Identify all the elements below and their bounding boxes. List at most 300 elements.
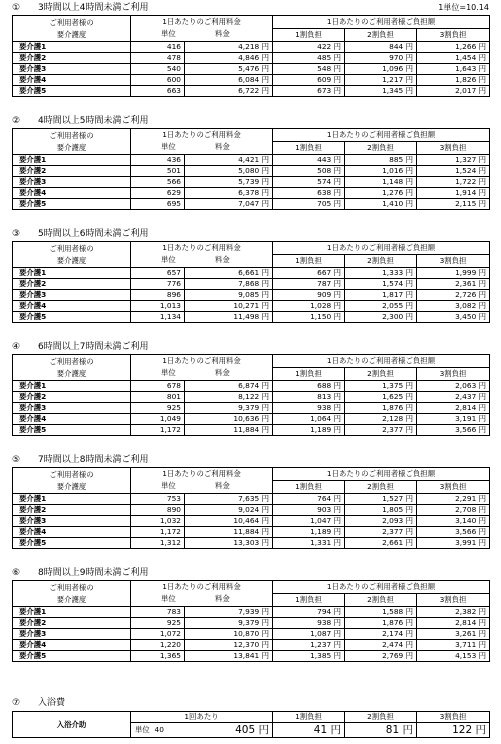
bath-fee-table (12, 711, 490, 738)
fee-table (12, 354, 490, 436)
care-level-header-line1: ご利用者様の (49, 357, 94, 366)
copay2-cell: 1,876 円 (345, 618, 417, 629)
fee-cell: 8,122 円 (185, 392, 273, 403)
fee-cell: 5,080 円 (185, 166, 273, 177)
copay3-cell: 2,814 円 (417, 618, 490, 629)
table-row (13, 640, 490, 651)
copay3-cell: 2,814 円 (417, 403, 490, 414)
unit-rate-note: 1単位=10.14 (438, 3, 489, 12)
copay3-cell: 2,382 円 (417, 607, 490, 618)
copay2-cell: 1,375 円 (345, 381, 417, 392)
copay1-cell: 422 円 (273, 42, 345, 53)
care-level: 要介護3 (13, 64, 131, 75)
table-row (13, 414, 490, 425)
care-level: 要介護1 (13, 607, 131, 618)
fee-cell: 9,024 円 (185, 505, 273, 516)
care-level-header-line2: 要介護度 (56, 143, 87, 152)
copay2-cell: 1,805 円 (345, 505, 417, 516)
fee-subheader-label: 料金 (215, 480, 230, 490)
copay2-cell: 970 円 (345, 53, 417, 64)
fee-cell: 10,271 円 (185, 301, 273, 312)
table-row (13, 279, 490, 290)
units-cell: 1,172 (131, 425, 185, 436)
unit-header: 単位 (161, 28, 176, 38)
copay2-header: 2割負担 (345, 29, 417, 42)
care-level-header-line2: 要介護度 (56, 369, 87, 378)
table-row (13, 538, 490, 549)
bath-per-time-header: 1回あたり (131, 712, 273, 723)
bath-label: 入浴介助 (13, 712, 131, 738)
copay1-header: 1割負担 (273, 481, 345, 494)
copay2-cell: 1,625 円 (345, 392, 417, 403)
copay1-cell: 1,237 円 (273, 640, 345, 651)
fee-cell: 5,476 円 (185, 64, 273, 75)
section-title-text: 4時間以上5時間未満ご利用 (38, 116, 149, 126)
fee-cell: 10,870 円 (185, 629, 273, 640)
care-level-header-line2: 要介護度 (56, 482, 87, 491)
table-row (13, 381, 490, 392)
fee-table (12, 128, 490, 210)
fee-subheader (131, 594, 273, 607)
table-row (13, 155, 490, 166)
fee-cell: 11,884 円 (185, 425, 273, 436)
care-level-header-line2: 要介護度 (56, 30, 87, 39)
copay2-cell: 2,474 円 (345, 640, 417, 651)
copay3-cell: 1,826 円 (417, 75, 490, 86)
copay3-cell: 2,361 円 (417, 279, 490, 290)
daily-fee-header: 1日あたりのご利用料金 (131, 16, 273, 29)
copay2-cell: 2,300 円 (345, 312, 417, 323)
fee-cell: 6,378 円 (185, 188, 273, 199)
copay3-cell: 1,914 円 (417, 188, 490, 199)
table-row (13, 64, 490, 75)
units-cell: 678 (131, 381, 185, 392)
bath-header-row (13, 712, 490, 723)
table-header-row (13, 129, 490, 142)
units-cell: 629 (131, 188, 185, 199)
copay3-cell: 2,063 円 (417, 381, 490, 392)
copay1-cell: 508 円 (273, 166, 345, 177)
copay1-header: 1割負担 (273, 255, 345, 268)
section-number: ④ (12, 342, 21, 352)
section-title-text: 8時間以上9時間未満ご利用 (38, 568, 149, 578)
fee-table (12, 580, 490, 662)
fee-cell: 4,218 円 (185, 42, 273, 53)
care-level: 要介護2 (13, 166, 131, 177)
table-row (13, 527, 490, 538)
copay1-cell: 574 円 (273, 177, 345, 188)
fee-cell: 6,874 円 (185, 381, 273, 392)
units-cell: 600 (131, 75, 185, 86)
table-row (13, 268, 490, 279)
units-cell: 416 (131, 42, 185, 53)
care-level: 要介護5 (13, 199, 131, 210)
copay1-header: 1割負担 (273, 142, 345, 155)
copay3-cell: 2,017 円 (417, 86, 490, 97)
table-header-row (13, 355, 490, 368)
copay1-cell: 909 円 (273, 290, 345, 301)
units-cell: 1,134 (131, 312, 185, 323)
copay3-cell: 2,115 円 (417, 199, 490, 210)
copay2-cell: 1,876 円 (345, 403, 417, 414)
units-cell: 695 (131, 199, 185, 210)
copay3-cell: 1,454 円 (417, 53, 490, 64)
copay2-cell: 1,217 円 (345, 75, 417, 86)
section-title (12, 228, 148, 240)
copay2-header: 2割負担 (345, 142, 417, 155)
fee-cell: 9,085 円 (185, 290, 273, 301)
copay1-cell: 764 円 (273, 494, 345, 505)
fee-cell: 12,370 円 (185, 640, 273, 651)
copay3-cell: 3,566 円 (417, 527, 490, 538)
bath-units (135, 723, 164, 737)
daily-fee-header: 1日あたりのご利用料金 (131, 581, 273, 594)
fee-subheader (131, 368, 273, 381)
care-level: 要介護1 (13, 381, 131, 392)
copay1-cell: 787 円 (273, 279, 345, 290)
bath-unit-value: 40 (154, 725, 164, 734)
fee-subheader-label: 料金 (215, 593, 230, 603)
fee-subheader-label: 料金 (215, 141, 230, 151)
units-cell: 540 (131, 64, 185, 75)
fee-subheader (131, 29, 273, 42)
unit-header: 単位 (161, 367, 176, 377)
care-level: 要介護1 (13, 268, 131, 279)
table-row (13, 166, 490, 177)
care-level: 要介護4 (13, 75, 131, 86)
fee-table (12, 241, 490, 323)
copay2-cell: 844 円 (345, 42, 417, 53)
care-level: 要介護2 (13, 505, 131, 516)
copay1-cell: 688 円 (273, 381, 345, 392)
table-row (13, 651, 490, 662)
section-title (12, 341, 148, 353)
copay1-cell: 443 円 (273, 155, 345, 166)
units-cell: 801 (131, 392, 185, 403)
copay1-cell: 1,385 円 (273, 651, 345, 662)
bath-copay3: 122 円 (417, 723, 490, 738)
fee-cell: 11,498 円 (185, 312, 273, 323)
copay3-cell: 3,140 円 (417, 516, 490, 527)
bath-copay2-header: 2割負担 (345, 712, 417, 723)
copay1-cell: 1,331 円 (273, 538, 345, 549)
units-cell: 436 (131, 155, 185, 166)
care-level-header-line1: ご利用者様の (49, 583, 94, 592)
fee-subheader-label: 料金 (215, 28, 230, 38)
section-number: ⑥ (12, 568, 21, 578)
care-level-header (13, 129, 131, 155)
units-cell: 657 (131, 268, 185, 279)
copay2-header: 2割負担 (345, 255, 417, 268)
copay3-cell: 3,711 円 (417, 640, 490, 651)
bath-section-title (12, 697, 65, 709)
copay1-cell: 609 円 (273, 75, 345, 86)
copay3-header: 3割負担 (417, 255, 490, 268)
care-level: 要介護5 (13, 651, 131, 662)
fee-cell: 9,379 円 (185, 618, 273, 629)
copay3-cell: 3,566 円 (417, 425, 490, 436)
copay2-cell: 2,661 円 (345, 538, 417, 549)
fee-cell: 6,084 円 (185, 75, 273, 86)
care-level-header (13, 16, 131, 42)
table-row (13, 290, 490, 301)
copay2-header: 2割負担 (345, 368, 417, 381)
unit-header: 単位 (161, 480, 176, 490)
copay2-cell: 1,333 円 (345, 268, 417, 279)
table-row (13, 199, 490, 210)
copay3-header: 3割負担 (417, 142, 490, 155)
fee-subheader (131, 255, 273, 268)
fee-cell: 5,739 円 (185, 177, 273, 188)
care-level: 要介護5 (13, 425, 131, 436)
table-row (13, 75, 490, 86)
copay3-cell: 1,327 円 (417, 155, 490, 166)
care-level: 要介護1 (13, 155, 131, 166)
copay1-cell: 638 円 (273, 188, 345, 199)
copay1-cell: 938 円 (273, 403, 345, 414)
section-title-text: 6時間以上7時間未満ご利用 (38, 342, 149, 352)
copay3-cell: 2,437 円 (417, 392, 490, 403)
care-level: 要介護3 (13, 177, 131, 188)
care-level-header-line2: 要介護度 (56, 595, 87, 604)
copay2-cell: 2,377 円 (345, 425, 417, 436)
care-level: 要介護4 (13, 414, 131, 425)
section-title-text: 7時間以上8時間未満ご利用 (38, 455, 149, 465)
copay3-header: 3割負担 (417, 481, 490, 494)
copay3-cell: 1,999 円 (417, 268, 490, 279)
copay3-cell: 1,643 円 (417, 64, 490, 75)
care-level-header-line1: ご利用者様の (49, 470, 94, 479)
care-level-header (13, 242, 131, 268)
care-level: 要介護5 (13, 538, 131, 549)
copay2-cell: 2,128 円 (345, 414, 417, 425)
table-row (13, 53, 490, 64)
copay3-cell: 3,450 円 (417, 312, 490, 323)
copay1-cell: 673 円 (273, 86, 345, 97)
care-level: 要介護3 (13, 290, 131, 301)
care-level: 要介護4 (13, 527, 131, 538)
table-row (13, 505, 490, 516)
care-level: 要介護1 (13, 42, 131, 53)
copay3-cell: 4,153 円 (417, 651, 490, 662)
care-level: 要介護2 (13, 53, 131, 64)
section-number: ⑦ (12, 698, 21, 708)
section-title (12, 454, 148, 466)
copay3-cell: 3,261 円 (417, 629, 490, 640)
table-row (13, 301, 490, 312)
copay2-cell: 2,769 円 (345, 651, 417, 662)
copay2-cell: 2,055 円 (345, 301, 417, 312)
care-level-header-line1: ご利用者様の (49, 131, 94, 140)
copay3-cell: 1,266 円 (417, 42, 490, 53)
copay1-header: 1割負担 (273, 368, 345, 381)
copay2-header: 2割負担 (345, 481, 417, 494)
care-level: 要介護1 (13, 494, 131, 505)
care-level: 要介護2 (13, 279, 131, 290)
section-title-text: 入浴費 (38, 698, 66, 708)
copay3-cell: 3,191 円 (417, 414, 490, 425)
copay3-cell: 3,082 円 (417, 301, 490, 312)
fee-subheader-label: 料金 (215, 367, 230, 377)
units-cell: 896 (131, 290, 185, 301)
section-title (12, 567, 148, 579)
units-cell: 925 (131, 403, 185, 414)
copay1-cell: 1,047 円 (273, 516, 345, 527)
copay2-cell: 1,574 円 (345, 279, 417, 290)
units-cell: 1,072 (131, 629, 185, 640)
fee-subheader (131, 481, 273, 494)
copay1-cell: 903 円 (273, 505, 345, 516)
fee-cell: 10,636 円 (185, 414, 273, 425)
units-cell: 663 (131, 86, 185, 97)
copay3-cell: 2,726 円 (417, 290, 490, 301)
table-header-row (13, 242, 490, 255)
copay1-cell: 938 円 (273, 618, 345, 629)
care-level-header-line1: ご利用者様の (49, 244, 94, 253)
copay3-cell: 2,291 円 (417, 494, 490, 505)
unit-header: 単位 (161, 254, 176, 264)
section-title (12, 115, 148, 127)
care-level: 要介護3 (13, 403, 131, 414)
bath-unit-label: 単位 (135, 725, 150, 734)
daily-fee-header: 1日あたりのご利用料金 (131, 468, 273, 481)
table-row (13, 312, 490, 323)
fee-cell: 7,047 円 (185, 199, 273, 210)
copay2-cell: 1,148 円 (345, 177, 417, 188)
section-title-text: 5時間以上6時間未満ご利用 (38, 229, 149, 239)
fee-subheader (131, 142, 273, 155)
fee-cell: 6,661 円 (185, 268, 273, 279)
units-cell: 776 (131, 279, 185, 290)
fee-cell: 4,846 円 (185, 53, 273, 64)
units-cell: 566 (131, 177, 185, 188)
table-header-row (13, 581, 490, 594)
copay3-header: 3割負担 (417, 29, 490, 42)
care-level: 要介護5 (13, 312, 131, 323)
section-title-text: 3時間以上4時間未満ご利用 (38, 3, 149, 13)
care-level: 要介護3 (13, 629, 131, 640)
bath-copay1: 41 円 (273, 723, 345, 738)
unit-header: 単位 (161, 141, 176, 151)
table-row (13, 177, 490, 188)
copay3-cell: 2,708 円 (417, 505, 490, 516)
copay1-cell: 1,087 円 (273, 629, 345, 640)
daily-fee-header: 1日あたりのご利用料金 (131, 242, 273, 255)
units-cell: 1,312 (131, 538, 185, 549)
copay2-cell: 2,174 円 (345, 629, 417, 640)
copay1-cell: 705 円 (273, 199, 345, 210)
copay2-cell: 2,093 円 (345, 516, 417, 527)
fee-cell: 13,841 円 (185, 651, 273, 662)
copay2-cell: 1,096 円 (345, 64, 417, 75)
copay1-cell: 813 円 (273, 392, 345, 403)
care-level-header (13, 468, 131, 494)
copay-header: 1日あたりのご利用者様ご負担額 (273, 355, 490, 368)
copay1-cell: 1,189 円 (273, 425, 345, 436)
fee-cell: 10,464 円 (185, 516, 273, 527)
fee-cell: 4,421 円 (185, 155, 273, 166)
bath-copay3-header: 3割負担 (417, 712, 490, 723)
fee-cell: 9,379 円 (185, 403, 273, 414)
fee-subheader-label: 料金 (215, 254, 230, 264)
fee-table (12, 15, 490, 97)
care-level-header (13, 581, 131, 607)
bath-copay1-header: 1割負担 (273, 712, 345, 723)
fee-cell: 7,635 円 (185, 494, 273, 505)
section-title (12, 2, 148, 14)
units-cell: 1,032 (131, 516, 185, 527)
copay2-cell: 2,377 円 (345, 527, 417, 538)
table-row (13, 188, 490, 199)
care-level: 要介護3 (13, 516, 131, 527)
units-cell: 1,365 (131, 651, 185, 662)
units-cell: 1,013 (131, 301, 185, 312)
bath-copay2: 81 円 (345, 723, 417, 738)
copay-header: 1日あたりのご利用者様ご負担額 (273, 16, 490, 29)
table-row (13, 494, 490, 505)
care-level: 要介護2 (13, 392, 131, 403)
fee-cell: 11,884 円 (185, 527, 273, 538)
table-header-row (13, 16, 490, 29)
fee-cell: 13,303 円 (185, 538, 273, 549)
care-level: 要介護4 (13, 640, 131, 651)
table-row (13, 516, 490, 527)
copay3-cell: 1,722 円 (417, 177, 490, 188)
care-level-header (13, 355, 131, 381)
care-level-header-line2: 要介護度 (56, 256, 87, 265)
copay2-cell: 1,817 円 (345, 290, 417, 301)
units-cell: 753 (131, 494, 185, 505)
copay-header: 1日あたりのご利用者様ご負担額 (273, 581, 490, 594)
copay1-header: 1割負担 (273, 594, 345, 607)
table-row (13, 403, 490, 414)
care-level: 要介護4 (13, 188, 131, 199)
section-number: ① (12, 3, 21, 13)
table-header-row (13, 468, 490, 481)
copay-header: 1日あたりのご利用者様ご負担額 (273, 129, 490, 142)
copay1-header: 1割負担 (273, 29, 345, 42)
daily-fee-header: 1日あたりのご利用料金 (131, 129, 273, 142)
copay2-cell: 1,276 円 (345, 188, 417, 199)
table-row (13, 607, 490, 618)
section-number: ③ (12, 229, 21, 239)
care-level: 要介護5 (13, 86, 131, 97)
units-cell: 501 (131, 166, 185, 177)
units-cell: 783 (131, 607, 185, 618)
care-level-header-line1: ご利用者様の (49, 18, 94, 27)
table-row (13, 629, 490, 640)
copay3-cell: 1,524 円 (417, 166, 490, 177)
table-row (13, 86, 490, 97)
copay3-header: 3割負担 (417, 368, 490, 381)
units-cell: 925 (131, 618, 185, 629)
copay1-cell: 794 円 (273, 607, 345, 618)
bath-fee: 405 円 (235, 724, 269, 736)
units-cell: 1,049 (131, 414, 185, 425)
daily-fee-header: 1日あたりのご利用料金 (131, 355, 273, 368)
fee-cell: 7,939 円 (185, 607, 273, 618)
copay2-cell: 1,527 円 (345, 494, 417, 505)
copay3-header: 3割負担 (417, 594, 490, 607)
units-cell: 478 (131, 53, 185, 64)
copay1-cell: 548 円 (273, 64, 345, 75)
unit-header: 単位 (161, 593, 176, 603)
copay2-cell: 1,016 円 (345, 166, 417, 177)
copay1-cell: 1,028 円 (273, 301, 345, 312)
copay2-cell: 1,588 円 (345, 607, 417, 618)
copay1-cell: 485 円 (273, 53, 345, 64)
copay1-cell: 667 円 (273, 268, 345, 279)
